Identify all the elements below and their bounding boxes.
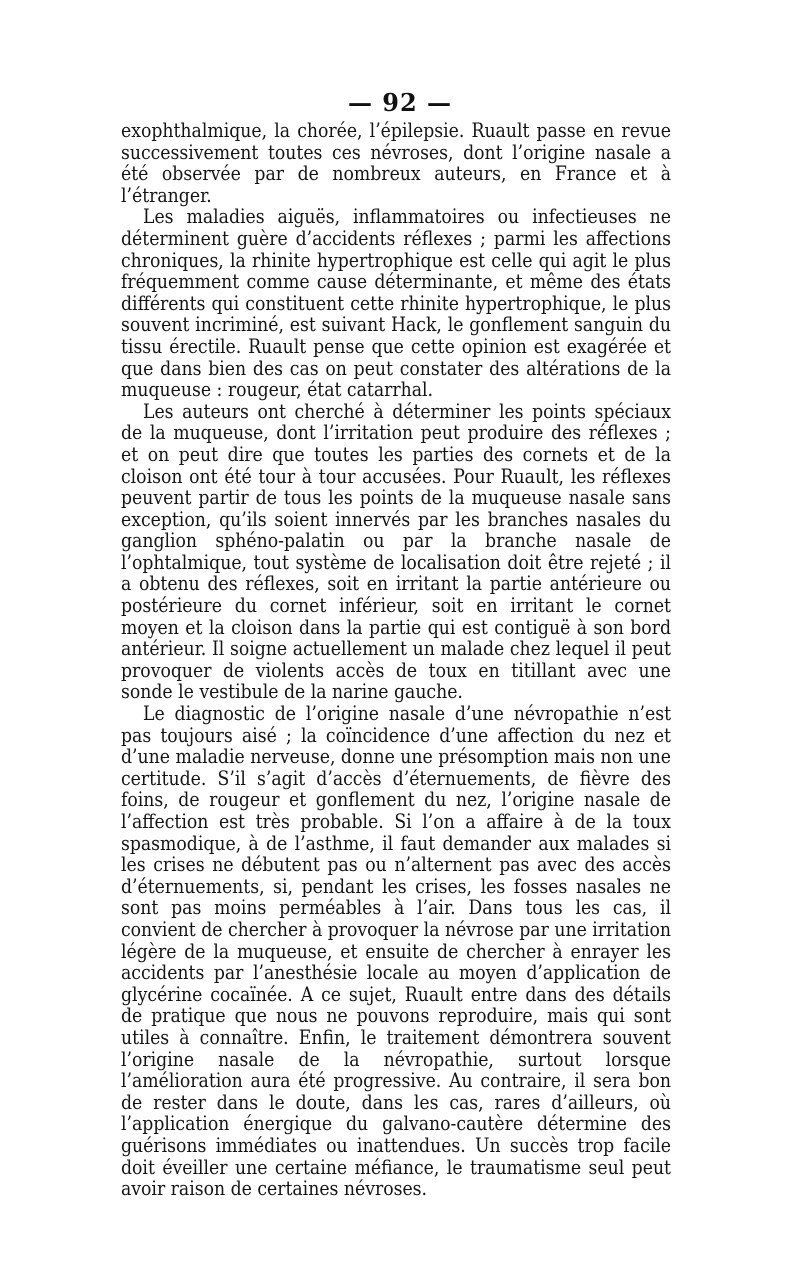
- paragraph-diagnosis: Le diagnostic de l’origine nasale d’une névropathie n’est pas toujours aisé ; la coïncidence d’une affection du nez et d’une maladie nerveuse, donne une présomption mais non une certitude. S’il s’agit d’accès d’éternuements, de fièvre des foins, de rougeur et gonflement du nez, l’origine nasale de l’affection est très probable. Si l’on a affaire à de la toux spasmodique, à de l’asthme, il faut demander aux malades si les crises ne débutent pas ou n’alternent pas avec des accès d’éternuements, si, pendant les crises, les fosses nasales ne sont pas moins perméables à l’air. Dans tous les cas, il convient de chercher à provoquer la névrose par une irritation légère de la muqueuse, et ensuite de chercher à enrayer les accidents par l’anesthésie locale au moyen d’application de glycérine cocaïnée. A ce sujet, Ruault entre dans des détails de pratique que nous ne pouvons reproduire, mais qui sont utiles à connaître. Enfin, le traitement démontrera souvent l’origine nasale de la névropathie, surtout lorsque l’amélioration aura été progressive. Au contraire, il sera bon de rester dans le doute, dans les cas, rares d’ailleurs, où l’application énergique du galvano-cautère détermine des guérisons immédiates ou inattendues. Un succès trop facile doit éveiller une certaine méfiance, le traumatisme seul peut avoir raison de certaines névroses.: [121, 702, 671, 1201]
- paragraph-acute-diseases: Les maladies aiguës, inflammatoires ou infectieuses ne déterminent guère d’accidents réflexes ; parmi les affections chroniques, la rhinite hypertrophique est celle qui agit le plus fréquemment comme cause déterminante, et même des états différents qui constituent cette rhinite hypertrophique, le plus souvent incriminé, est suivant Hack, le gonflement sanguin du tissu érectile. Ruault pense que cette opinion est exagérée et que dans bien des cas on peut constater des altérations de la muqueuse : rougeur, état catarrhal.: [121, 205, 671, 402]
- page-number: — 92 —: [347, 88, 453, 117]
- paragraph-reflex-points: Les auteurs ont cherché à déterminer les points spéciaux de la muqueuse, dont l’irritation peut produire des réflexes ; et on peut dire que toutes les parties des cornets et de la cloison ont été tour à tour accusées. Pour Ruault, les réflexes peuvent partir de tous les points de la muqueuse nasale sans exception, qu’ils soient innervés par les branches nasales du ganglion sphéno-palatin ou par la branche nasale de l’ophtalmique, tout système de localisation doit être rejeté ; il a obtenu des réflexes, soit en irritant la partie antérieure ou postérieure du cornet inférieur, soit en irritant le cornet moyen et la cloison dans la partie qui est contiguë à son bord antérieur. Il soigne actuellement un malade chez lequel il peut provoquer de violents accès de toux en titillant avec une sonde le vestibule de la narine gauche.: [121, 399, 671, 704]
- paragraph-continuation: exophthalmique, la chorée, l’épilepsie. Ruault passe en revue successivement toutes ces névroses, dont l’origine nasale a été observée par de nombreux auteurs, en France et à l’étranger.: [121, 119, 671, 207]
- body-text: [121, 120, 671, 1200]
